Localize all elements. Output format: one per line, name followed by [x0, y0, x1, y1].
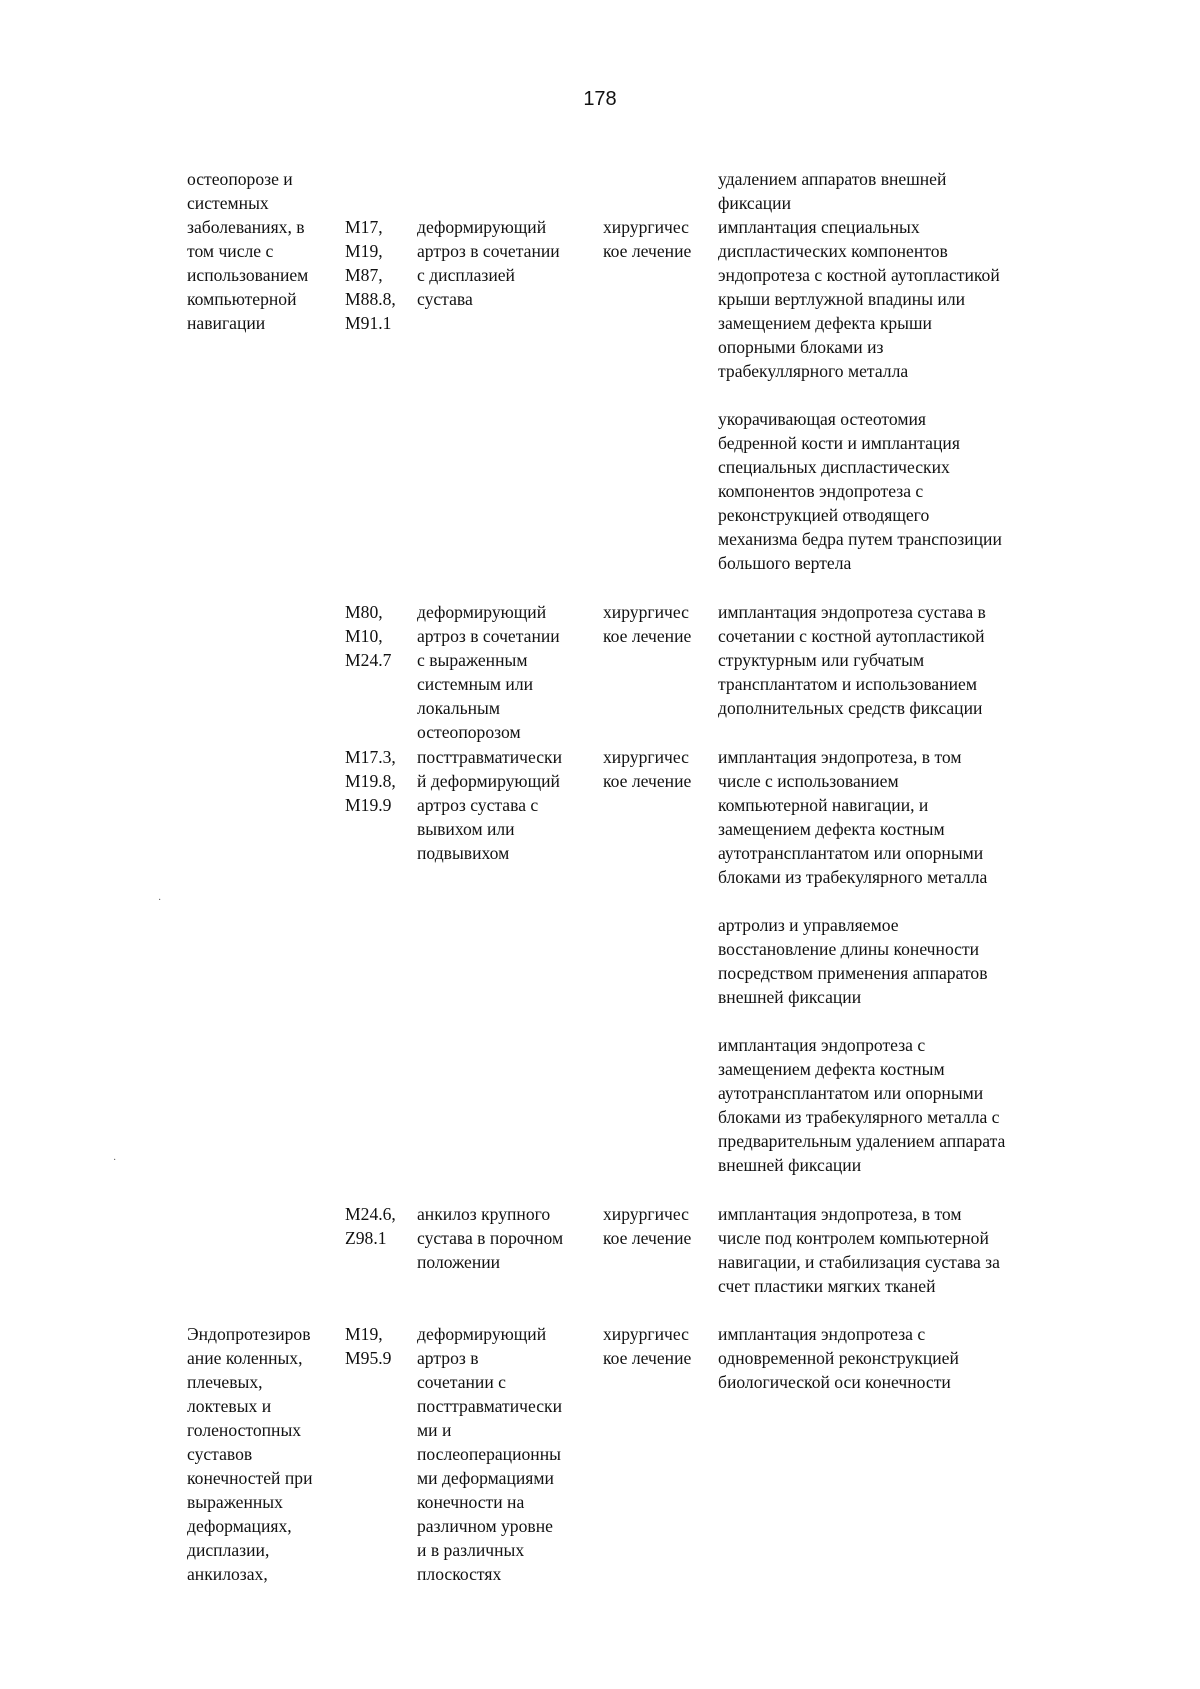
table-cell-treatment-type: хирургичес кое лечение: [603, 602, 692, 646]
scan-speck: ·: [113, 1155, 117, 1166]
page-number: 178: [583, 88, 617, 110]
table-cell-method: имплантация эндопротеза с замещением дефекта костным аутотрансплантатом или опорными блоками из трабекулярного металла с предварительным удалением аппарата внешней фиксации: [718, 1035, 1006, 1175]
table-cell-patient-model: анкилоз крупного сустава в порочном положении: [417, 1204, 564, 1272]
table-cell-method: имплантация эндопротеза, в том числе под контролем компьютерной навигации, и стабилизация сустава за счет пластики мягких тканей: [718, 1204, 1000, 1296]
table-cell-method: имплантация эндопротеза с одновременной реконструкцией биологической оси конечности: [718, 1324, 959, 1392]
table-cell-treatment-type: хирургичес кое лечение: [603, 1204, 692, 1248]
table-cell-patient-model: деформирующий артроз в сочетании с выраженным системным или локальным остеопорозом: [417, 602, 560, 742]
table-cell-method: удалением аппаратов внешней фиксации: [718, 169, 947, 213]
table-cell-treatment-type: хирургичес кое лечение: [603, 747, 692, 791]
table-cell-method: укорачивающая остеотомия бедренной кости и имплантация специальных диспластических компонентов эндопротеза с реконструкцией отводящего механизма бедра путем транспозиции большого вертела: [718, 409, 1002, 573]
table-cell-treatment-type: хирургичес кое лечение: [603, 1324, 692, 1368]
table-cell-disease-group: остеопорозе и системных: [187, 169, 293, 213]
table-cell-icd-codes: M24.6, Z98.1: [345, 1204, 396, 1248]
table-cell-icd-codes: M17, M19, M87, M88.8, M91.1: [345, 217, 396, 333]
table-cell-patient-model: деформирующий артроз в сочетании с дисплазией сустава: [417, 217, 560, 309]
table-cell-method: имплантация эндопротеза, в том числе с использованием компьютерной навигации, и замещением дефекта костным аутотрансплантатом или опорными блоками из трабекулярного металла: [718, 747, 988, 887]
table-cell-patient-model: посттравматически й деформирующий артроз сустава с вывихом или подвывихом: [417, 747, 563, 863]
table-cell-icd-codes: M80, M10, M24.7: [345, 602, 392, 670]
table-cell-icd-codes: M19, M95.9: [345, 1324, 392, 1368]
table-cell-treatment-type: хирургичес кое лечение: [603, 217, 692, 261]
table-cell-disease-group: заболеваниях, в том числе с использованием компьютерной навигации: [187, 217, 309, 333]
scan-speck: ·: [158, 895, 162, 906]
table-cell-method: имплантация специальных диспластических компонентов эндопротеза с костной аутопластикой крыши вертлужной впадины или замещением дефекта крыши опорными блоками из трабекуллярного металла: [718, 217, 1000, 381]
table-cell-disease-group: Эндопротезиров ание коленных, плечевых, локтевых и голеностопных суставов конечностей при выраженных деформациях, дисплазии, анкилозах,: [187, 1324, 313, 1584]
table-cell-patient-model: деформирующий артроз в сочетании с посттравматически ми и послеоперационны ми деформациями конечности на различном уровне и в различных плоскостях: [417, 1324, 563, 1584]
table-cell-method: артролиз и управляемое восстановление длины конечности посредством применения аппаратов внешней фиксации: [718, 915, 988, 1007]
table-cell-method: имплантация эндопротеза сустава в сочетании с костной аутопластикой структурным или губчатым трансплантатом и использованием дополнительных средств фиксации: [718, 602, 986, 718]
table-cell-icd-codes: M17.3, M19.8, M19.9: [345, 747, 396, 815]
